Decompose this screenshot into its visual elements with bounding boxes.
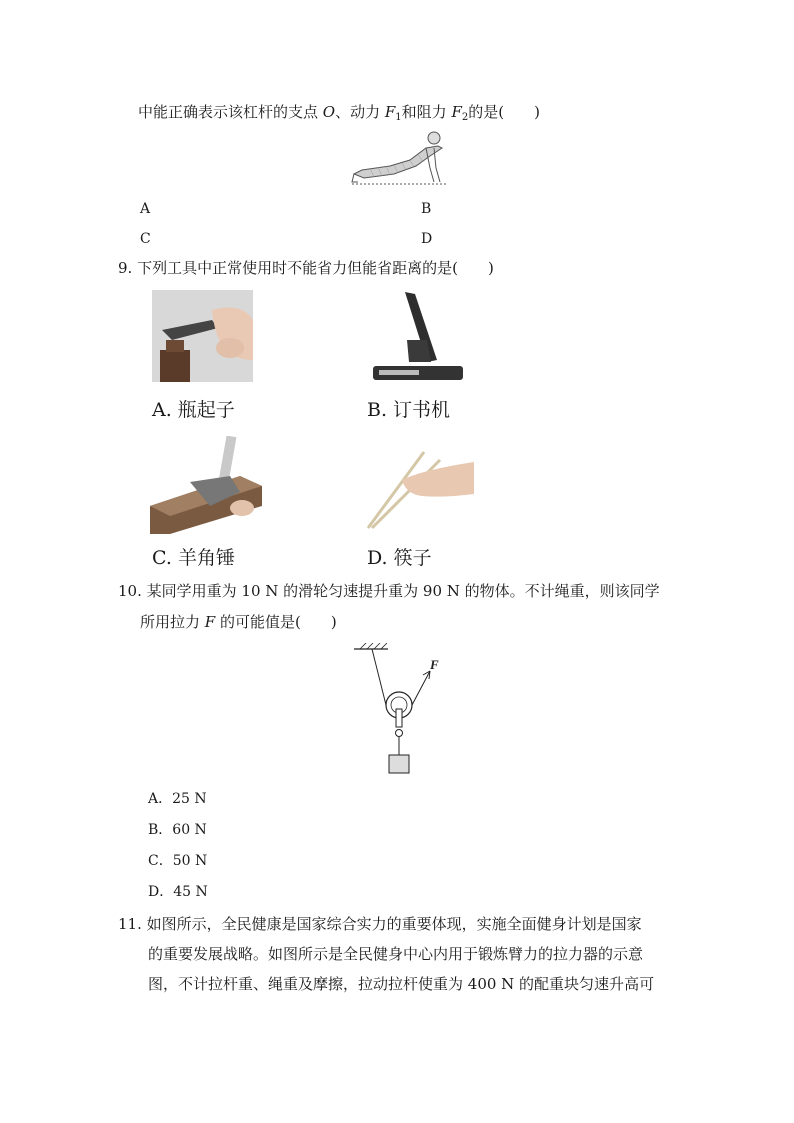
var-o: O <box>322 103 336 121</box>
hook <box>396 730 403 737</box>
q8-option-b[interactable]: B <box>421 201 432 217</box>
q11-stem-line2: 的重要发展战略。如图所示是全民健身中心内用于锻炼臂力的拉力器的示意 <box>148 945 644 963</box>
q11-stem-text: 如图所示，全民健康是国家综合实力的重要体现，实施全面健身计划是国家 <box>146 915 642 933</box>
q10-option-a[interactable]: A．25 N <box>148 791 207 807</box>
q10-stem-line2 <box>140 612 337 632</box>
q8-stem-text-3: 和阻力 <box>401 103 452 121</box>
q8-option-c[interactable]: C <box>140 231 151 247</box>
q8-stem-text-4: 的是( ) <box>468 103 540 121</box>
subscript-1: 1 <box>395 112 402 123</box>
q10-stem-line1 <box>118 581 660 601</box>
q8-option-d[interactable]: D <box>421 231 433 247</box>
q11-stem-line3: 图，不计拉杆重、绳重及摩擦，拉动拉杆使重为 400 N 的配重块匀速升高可 <box>148 975 655 993</box>
q9-stem <box>118 258 494 278</box>
pulley-frame <box>396 709 402 727</box>
q8-stem-text-2: 、动力 <box>335 103 385 121</box>
question-number: 10. <box>118 582 142 600</box>
ceiling-hatch <box>360 643 387 649</box>
force-label: F <box>430 657 439 672</box>
stapler-photo <box>367 290 467 386</box>
q8-stem <box>138 102 540 128</box>
q9-option-a[interactable]: A. 瓶起子 <box>152 399 235 421</box>
q9-stem-text: 下列工具中正常使用时不能省力但能省距离的是( ) <box>137 259 494 277</box>
var-f1: F <box>384 103 396 121</box>
claw-hammer-photo <box>150 436 262 534</box>
pushup-figure <box>350 128 450 190</box>
q11-stem-line1 <box>118 914 642 934</box>
q10-stem-text-3: 的可能值是( ) <box>215 613 337 631</box>
q10-stem-text-2: 所用拉力 <box>140 613 205 631</box>
fixed-rope <box>372 649 386 705</box>
chopsticks-photo <box>362 450 474 530</box>
q10-option-c[interactable]: C．50 N <box>148 853 208 869</box>
weight-block <box>389 755 409 773</box>
question-number: 9. <box>118 259 133 277</box>
var-f2: F <box>451 103 462 121</box>
q9-option-b[interactable]: B. 订书机 <box>367 399 451 421</box>
pull-rope <box>412 671 430 705</box>
q9-option-c[interactable]: C. 羊角锤 <box>152 547 235 569</box>
q8-stem-text: 中能正确表示该杠杆的支点 <box>138 103 323 121</box>
q10-option-d[interactable]: D．45 N <box>148 884 208 900</box>
bottle-opener-photo <box>152 290 253 382</box>
q10-stem-text: 某同学用重为 10 N 的滑轮匀速提升重为 90 N 的物体。不计绳重，则该同学 <box>146 582 660 600</box>
q9-option-d[interactable]: D. 筷子 <box>367 547 432 569</box>
q10-option-b[interactable]: B．60 N <box>148 822 207 838</box>
var-f: F <box>204 613 216 631</box>
subscript-2: 2 <box>461 112 469 123</box>
question-number: 11. <box>118 915 142 933</box>
q8-option-a[interactable]: A <box>140 201 151 217</box>
movable-pulley-diagram <box>350 643 450 777</box>
